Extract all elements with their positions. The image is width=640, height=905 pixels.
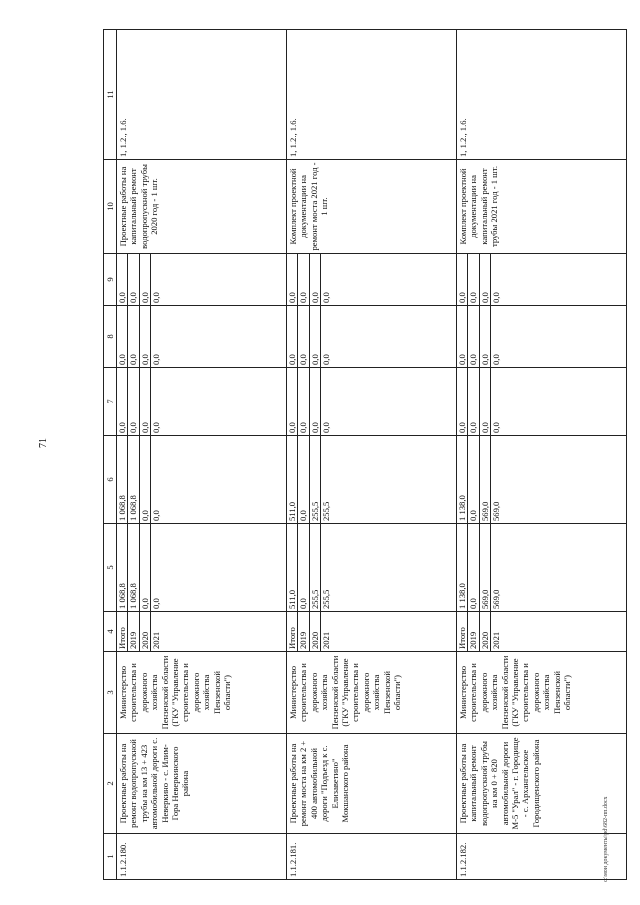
amount-col5-value: 1 068,8 [128,524,139,611]
amount-col8-value: 0,0 [480,306,491,367]
amount-col6-stack [457,436,502,523]
indicator-ref: 1, 1.2., 1.6. [457,30,627,160]
amount-col8-value: 0,0 [128,306,139,367]
amount-col5-value: 1 068,8 [117,524,128,611]
amount-col9-value: 0,0 [117,254,128,305]
amount-col7 [287,368,457,436]
year-cell-value: Итого [457,612,468,651]
amount-col7 [117,368,287,436]
amount-col6-value: 0,0 [140,436,151,523]
amount-col9-value: 0,0 [468,254,479,305]
amount-col5-value: 569,0 [491,589,502,609]
year-cell-value: 2020 [140,612,151,651]
page-number: 71 [38,438,49,448]
amount-col7-stack [457,368,502,435]
amount-col6-value: 1 138,0 [457,436,468,523]
year-cell-value: Итого [287,612,298,651]
amount-col8-value: 0,0 [321,354,332,365]
amount-col6 [287,436,457,524]
column-header: 1 [104,834,117,880]
column-header: 11 [104,30,117,160]
amount-col7-value: 0,0 [457,368,468,435]
row-number: 1.1.2.181. [287,834,457,880]
amount-col8-stack [457,306,502,367]
amount-col5-value: 0,0 [140,524,151,611]
amount-col6-value: 1 068,8 [128,436,139,523]
year-cell-value: 2021 [151,631,162,649]
column-header: 4 [104,612,117,652]
year-cell-value: Итого [117,612,128,651]
row-number: 1.1.2.182. [457,834,627,880]
column-header: 10 [104,160,117,254]
indicator-ref: 1, 1.2., 1.6. [117,30,287,160]
amount-col7 [457,368,627,436]
amount-col5 [457,524,627,612]
row-number: 1.1.2.180. [117,834,287,880]
amount-col8 [117,306,287,368]
year-cell-value: 2021 [491,631,502,649]
activity-name: Проектные работы на ремонт водопропускной трубы на км 13 + 423 автомобильной дороги с. Неверкино - с. Илим-Гора Неверкинского района [117,734,287,834]
amount-col5-stack [287,524,332,611]
activity-name: Проектные работы на ремонт моста на км 2 + 400 автомобильной дороги "Подъезд к с. Елизаветино" Мокшанского района [287,734,457,834]
amount-col9-value: 0,0 [140,254,151,305]
amount-col6-value: 1 068,8 [117,436,128,523]
column-header: 8 [104,306,117,368]
amount-col6 [457,436,627,524]
amount-col7-value: 0,0 [287,368,298,435]
year-cell-stack [117,612,162,651]
amount-col6-value: 0,0 [298,436,309,523]
amount-col9 [117,254,287,306]
amount-col7-value: 0,0 [480,368,491,435]
amount-col9-value: 0,0 [310,254,321,305]
amount-col9-value: 0,0 [151,292,162,303]
amount-col9-stack [117,254,162,305]
amount-col5-stack [117,524,162,611]
table-row [287,30,457,880]
program-table [103,29,627,880]
amount-col5-value: 1 138,0 [457,524,468,611]
amount-col7-value: 0,0 [298,368,309,435]
activity-name: Проектные работы на капитальный ремонт водопропускной трубы на км 0 + 820 автомобильной дороги М-5 "Урал" - г. Городище - с. Архангельское Городищенского района [457,734,627,834]
amount-col5-stack [457,524,502,611]
amount-col8-value: 0,0 [298,306,309,367]
amount-col8-value: 0,0 [491,354,502,365]
amount-col9-value: 0,0 [491,292,502,303]
amount-col9-value: 0,0 [287,254,298,305]
column-header: 3 [104,652,117,734]
amount-col6-value: 511,0 [287,436,298,523]
table-row [457,30,627,880]
amount-col6-value: 0,0 [151,510,162,521]
year-cell-value: 2019 [128,612,139,651]
year-cell-value: 2019 [298,612,309,651]
amount-col5-value: 0,0 [151,598,162,609]
executor: Министерство строительства и дорожного хозяйства Пензенской области (ГКУ "Управление строительства и дорожного хозяйства Пензенской области") [117,652,287,734]
amount-col7-value: 0,0 [310,368,321,435]
amount-col5-value: 255,5 [310,524,321,611]
amount-col5-value: 569,0 [480,524,491,611]
amount-col5 [117,524,287,612]
amount-col9-stack [457,254,502,305]
year-cell-value: 2021 [321,631,332,649]
year-cell [287,612,457,652]
amount-col9-value: 0,0 [480,254,491,305]
amount-col7-value: 0,0 [140,368,151,435]
year-cell-value: 2019 [468,612,479,651]
indicator-ref: 1, 1.2., 1.6. [287,30,457,160]
amount-col6-stack [287,436,332,523]
amount-col8-value: 0,0 [287,306,298,367]
amount-col9-value: 0,0 [298,254,309,305]
column-header: 7 [104,368,117,436]
amount-col7-value: 0,0 [128,368,139,435]
amount-col9-value: 0,0 [457,254,468,305]
amount-col8-value: 0,0 [140,306,151,367]
executor: Министерство строительства и дорожного хозяйства Пензенской области (ГКУ "Управление строительства и дорожного хозяйства Пензенской области") [457,652,627,734]
year-cell-value: 2020 [480,612,491,651]
result-description: Комплект проектной документации на ремонт моста 2021 год - 1 шт. [287,160,457,254]
amount-col6-value: 255,5 [310,436,321,523]
column-header: 5 [104,524,117,612]
amount-col6-stack [117,436,162,523]
amount-col8-value: 0,0 [457,306,468,367]
column-header: 2 [104,734,117,834]
amount-col9-value: 0,0 [321,292,332,303]
amount-col8-value: 0,0 [151,354,162,365]
amount-col6 [117,436,287,524]
amount-col7-value: 0,0 [491,422,502,433]
amount-col7-stack [287,368,332,435]
amount-col8 [287,306,457,368]
year-cell-stack [287,612,332,651]
year-cell [457,612,627,652]
amount-col6-value: 569,0 [480,436,491,523]
year-cell-value: 2020 [310,612,321,651]
amount-col9 [457,254,627,306]
result-description: Проектные работы на капитальный ремонт водопропускной трубы 2020 год - 1 шт. [117,160,287,254]
result-description: Комплект проектной документации на капитальный ремонт трубы 2021 год - 1 шт. [457,160,627,254]
amount-col5-value: 0,0 [468,524,479,611]
amount-col9-stack [287,254,332,305]
amount-col8 [457,306,627,368]
amount-col5 [287,524,457,612]
amount-col5-value: 511,0 [287,524,298,611]
executor: Министерство строительства и дорожного хозяйства Пензенской области (ГКУ "Управление строительства и дорожного хозяйства Пензенской области") [287,652,457,734]
amount-col8-value: 0,0 [117,306,128,367]
amount-col6-value: 0,0 [468,436,479,523]
amount-col5-value: 0,0 [298,524,309,611]
amount-col7-value: 0,0 [151,422,162,433]
year-cell [117,612,287,652]
table-rotated-wrapper [103,30,627,880]
amount-col8-value: 0,0 [468,306,479,367]
amount-col7-value: 0,0 [321,422,332,433]
year-cell-stack [457,612,502,651]
amount-col9-value: 0,0 [128,254,139,305]
amount-col7-stack [117,368,162,435]
column-header: 6 [104,436,117,524]
amount-col5-value: 255,5 [321,589,332,609]
amount-col6-value: 255,5 [321,501,332,521]
amount-col7-value: 0,0 [468,368,479,435]
amount-col6-value: 569,0 [491,501,502,521]
table-row [117,30,287,880]
column-header: 9 [104,254,117,306]
amount-col8-stack [287,306,332,367]
amount-col7-value: 0,0 [117,368,128,435]
amount-col8-value: 0,0 [310,306,321,367]
amount-col9 [287,254,457,306]
footer-file-path: c:\мои документы\pd\682-пп.docx [603,796,609,882]
amount-col8-stack [117,306,162,367]
header-row [104,30,117,880]
